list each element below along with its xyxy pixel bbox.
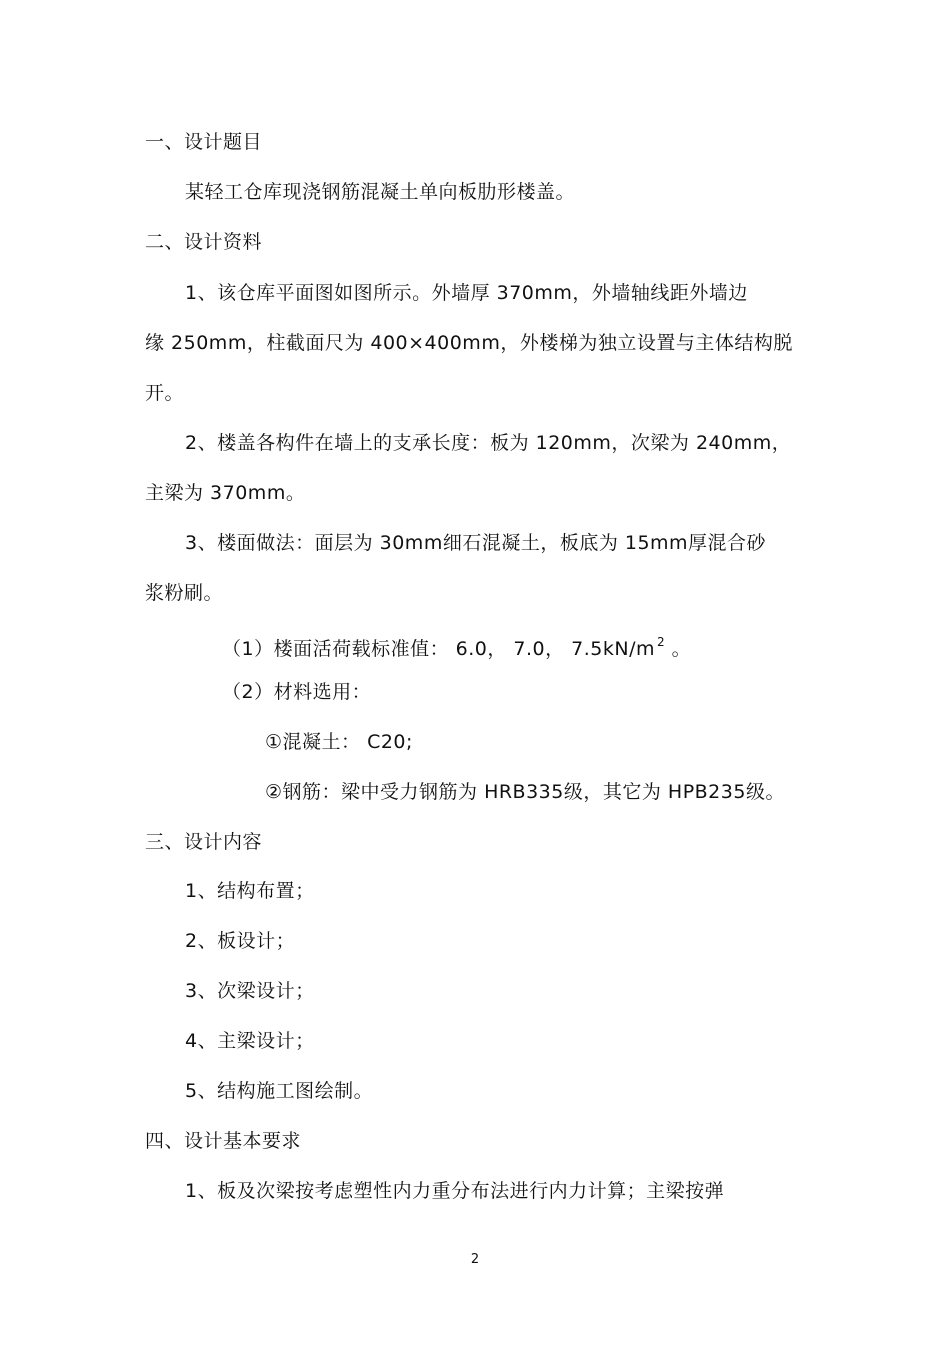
paragraph-item-1-line-3: 开。 — [145, 382, 185, 404]
list-item-structure-layout: 1、结构布置； — [185, 880, 315, 902]
paragraph-item-3-line-2: 浆粉刷。 — [145, 582, 224, 604]
page-number: 2 — [470, 1252, 480, 1267]
paragraph-concrete: ①混凝土： C20; — [265, 731, 413, 753]
paragraph-item-2-line-2: 主梁为 370mm。 — [145, 482, 306, 504]
paragraph-item-3-line-1: 3、楼面做法：面层为 30mm细石混凝土，板底为 15mm厚混合砂 — [185, 532, 767, 554]
paragraph-requirement-1: 1、板及次梁按考虑塑性内力重分布法进行内力计算；主梁按弹 — [185, 1180, 725, 1202]
heading-design-materials: 二、设计资料 — [145, 231, 263, 253]
live-load-superscript: 2 — [656, 635, 666, 649]
paragraph-item-1-line-2: 缘 250mm，柱截面尺为 400×400mm，外楼梯为独立设置与主体结构脱 — [145, 332, 793, 354]
list-item-secondary-beam-design: 3、次梁设计； — [185, 980, 315, 1002]
paragraph-item-2-line-1: 2、楼盖各构件在墙上的支承长度：板为 120mm，次梁为 240mm， — [185, 432, 792, 454]
live-load-end: 。 — [665, 638, 692, 660]
heading-design-content: 三、设计内容 — [145, 831, 263, 853]
paragraph-live-load — [222, 630, 691, 661]
paragraph-material-selection: （2）材料选用： — [222, 681, 372, 703]
heading-design-topic: 一、设计题目 — [145, 131, 263, 153]
live-load-text: （1）楼面活荷载标准值： 6.0， 7.0， 7.5kN/m — [222, 638, 655, 660]
list-item-main-beam-design: 4、主梁设计； — [185, 1030, 315, 1052]
list-item-slab-design: 2、板设计； — [185, 930, 296, 952]
heading-basic-requirements: 四、设计基本要求 — [145, 1130, 302, 1152]
paragraph-item-1-line-1: 1、该仓库平面图如图所示。外墙厚 370mm，外墙轴线距外墙边 — [185, 282, 748, 304]
paragraph-steel: ②钢筋：梁中受力钢筋为 HRB335级，其它为 HPB235级。 — [265, 781, 785, 803]
paragraph-topic: 某轻工仓库现浇钢筋混凝土单向板肋形楼盖。 — [185, 181, 576, 203]
list-item-drawing: 5、结构施工图绘制。 — [185, 1080, 374, 1102]
